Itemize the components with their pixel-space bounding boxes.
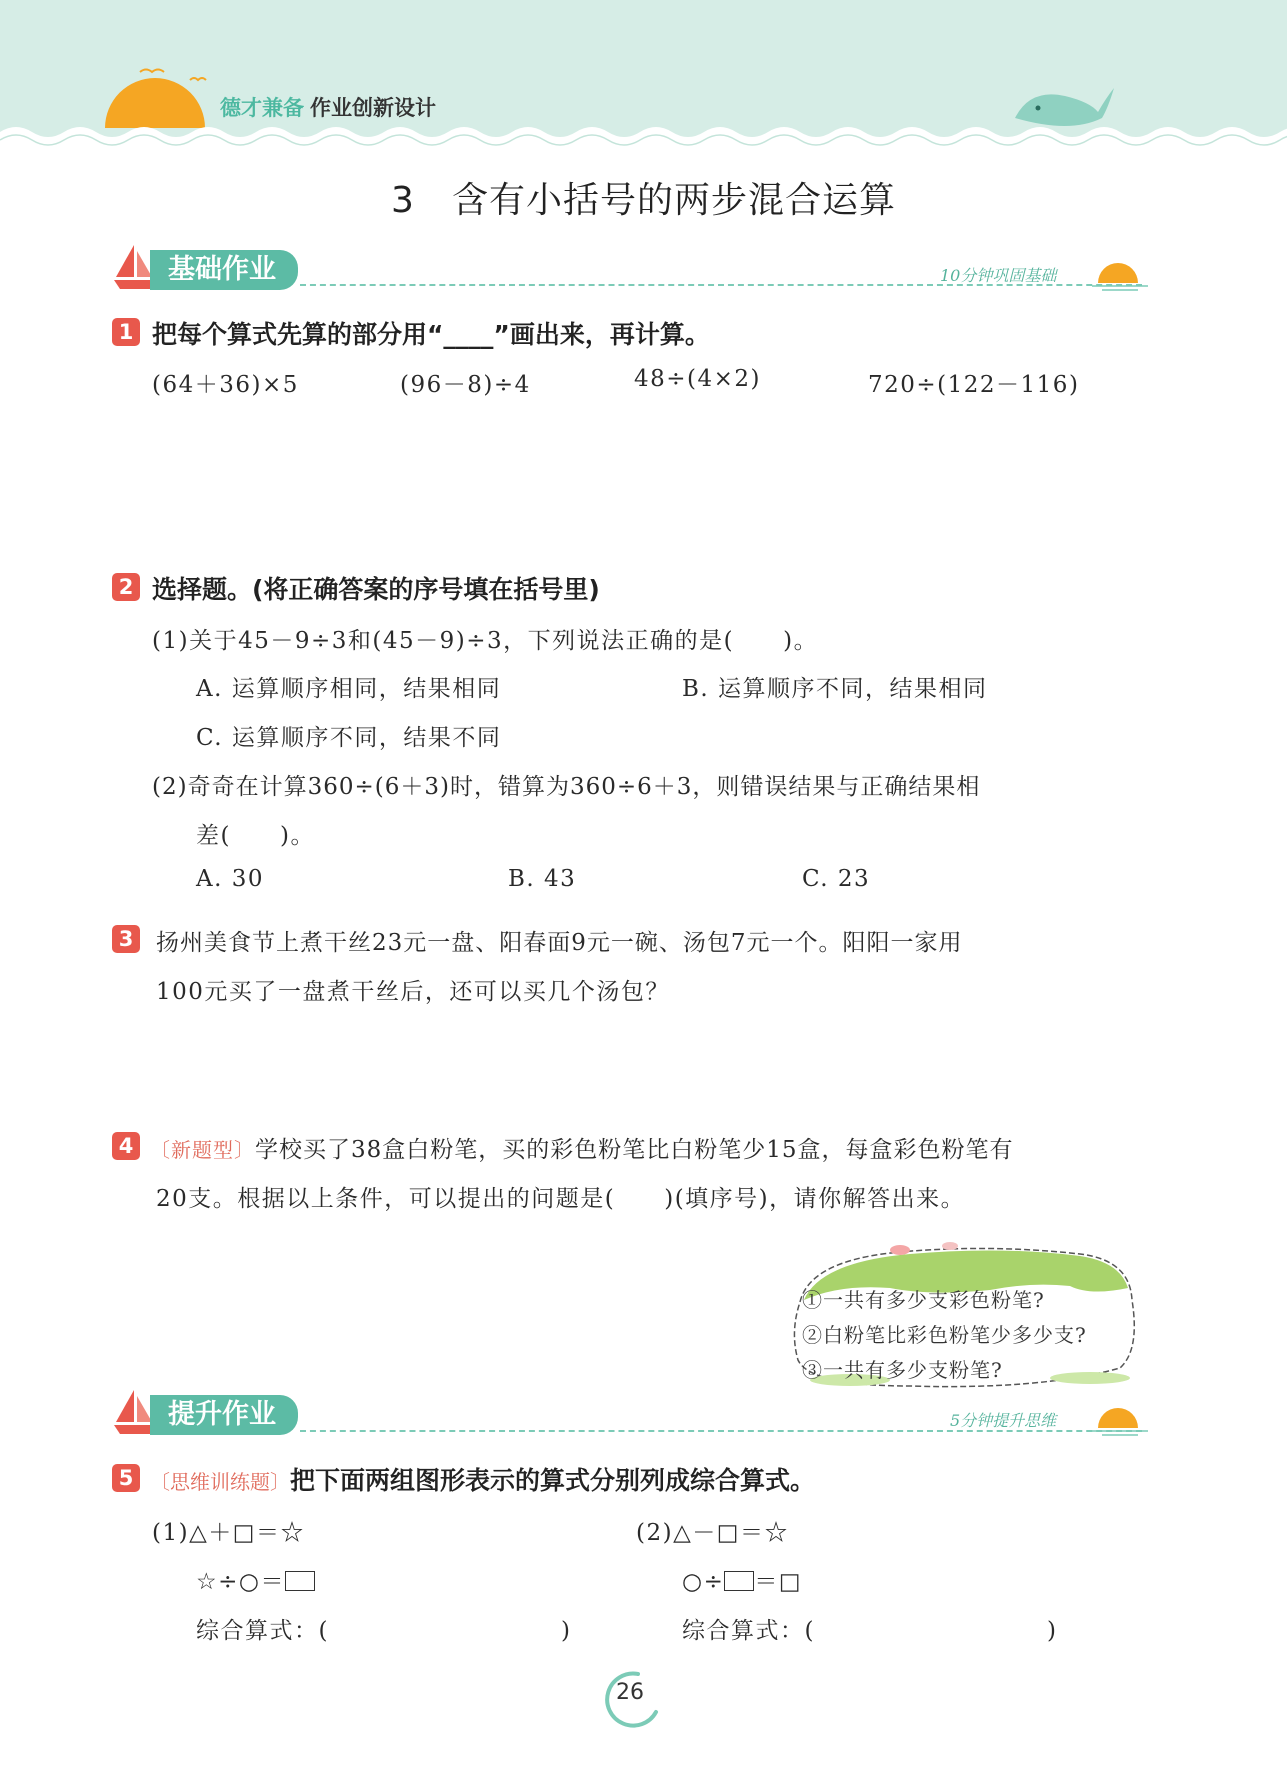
q5-group2-line2 xyxy=(682,1563,802,1596)
rectangle-shape-icon xyxy=(285,1571,315,1591)
q1-expression-2: (96－8)÷4 xyxy=(400,372,531,398)
q5-group1-close-paren: ) xyxy=(560,1618,572,1644)
rectangle-shape-icon-2 xyxy=(724,1571,754,1591)
section-basic-label: 基础作业 xyxy=(150,250,298,290)
q5-group1-combined xyxy=(196,1612,571,1645)
q5-heading-text: 把下面两组图形表示的算式分别列成综合算式。 xyxy=(290,1466,816,1495)
q5-group1-line1: (1)△＋□＝☆ xyxy=(152,1520,305,1546)
q1-expression-1: (64＋36)×5 xyxy=(152,372,299,398)
new-question-type-tag: 〔新题型〕 xyxy=(150,1138,255,1162)
q3-line2: 100元买了一盘煮干丝后，还可以买几个汤包？ xyxy=(156,979,670,1005)
question-1-heading: 把每个算式先算的部分用“____”画出来，再计算。 xyxy=(152,320,710,349)
q2-sub2-line2: 差( )。 xyxy=(196,823,315,849)
q2-sub2-option-b: B. 43 xyxy=(508,866,577,892)
q5-group2-line2-tail: ＝□ xyxy=(754,1569,803,1595)
q5-group2-combined xyxy=(682,1612,1057,1645)
q4-line1 xyxy=(150,1131,1014,1164)
q2-sub1-option-a: A. 运算顺序相同，结果相同 xyxy=(196,676,502,702)
brand-green: 德才兼备 xyxy=(220,96,304,120)
q2-sub1: (1)关于45－9÷3和(45－9)÷3，下列说法正确的是( )。 xyxy=(152,628,819,654)
q3-line1: 扬州美食节上煮干丝23元一盘、阳春面9元一碗、汤包7元一个。阳阳一家用 xyxy=(156,930,963,956)
sunset-icon-2 xyxy=(1092,1400,1148,1436)
question-5-heading xyxy=(150,1461,815,1497)
q5-group1-combined-label: 综合算式：( xyxy=(196,1618,329,1644)
question-3-number: 3 xyxy=(112,925,140,953)
section-basic-note: 10分钟巩固基础 xyxy=(940,266,1057,285)
q5-group1-line2 xyxy=(196,1563,315,1596)
q5-group2-close-paren: ) xyxy=(1046,1618,1058,1644)
q4-option-3: ③一共有多少支粉笔? xyxy=(802,1358,1003,1382)
brand-black: 作业创新设计 xyxy=(310,96,436,120)
q1-expression-4: 720÷(122－116) xyxy=(868,372,1080,398)
question-5-number: 5 xyxy=(112,1464,140,1492)
q5-group2-combined-label: 综合算式：( xyxy=(682,1618,815,1644)
question-2-number: 2 xyxy=(112,573,140,601)
page-title: 3 含有小括号的两步混合运算 xyxy=(391,180,896,221)
q4-option-1: ①一共有多少支彩色粉笔? xyxy=(802,1288,1045,1312)
q1-expression-3: 48÷(4×2) xyxy=(634,366,762,392)
q4-line1-text: 学校买了38盒白粉笔，买的彩色粉笔比白粉笔少15盒，每盒彩色粉笔有 xyxy=(255,1137,1014,1163)
question-2-heading: 选择题。(将正确答案的序号填在括号里) xyxy=(152,575,600,604)
thinking-training-tag: 〔思维训练题〕 xyxy=(150,1470,290,1494)
q4-option-2: ②白粉笔比彩色粉笔少多少支? xyxy=(802,1323,1087,1347)
q2-sub2-option-a: A. 30 xyxy=(196,866,264,892)
q2-sub1-option-c: C. 运算顺序不同，结果不同 xyxy=(196,725,502,751)
q2-sub1-option-b: B. 运算顺序不同，结果相同 xyxy=(682,676,988,702)
section-advanced-label: 提升作业 xyxy=(150,1395,298,1435)
q5-group2-line1: (2)△－□＝☆ xyxy=(636,1520,789,1546)
sunset-icon xyxy=(1092,255,1148,291)
question-1-number: 1 xyxy=(112,318,140,346)
page-number: 26 xyxy=(616,1680,644,1705)
q4-line2: 20支。根据以上条件，可以提出的问题是( )(填序号)，请你解答出来。 xyxy=(156,1186,966,1212)
q5-group2-line2-text: ○÷ xyxy=(682,1569,725,1595)
header-wave xyxy=(0,118,1287,158)
section-advanced-note: 5分钟提升思维 xyxy=(950,1411,1057,1430)
question-4-number: 4 xyxy=(112,1132,140,1160)
q5-group1-line2-text: ☆÷○＝ xyxy=(196,1569,285,1595)
q2-sub2-option-c: C. 23 xyxy=(802,866,871,892)
q2-sub2-line1: (2)奇奇在计算360÷(6＋3)时，错算为360÷6＋3，则错误结果与正确结果相 xyxy=(152,774,981,800)
